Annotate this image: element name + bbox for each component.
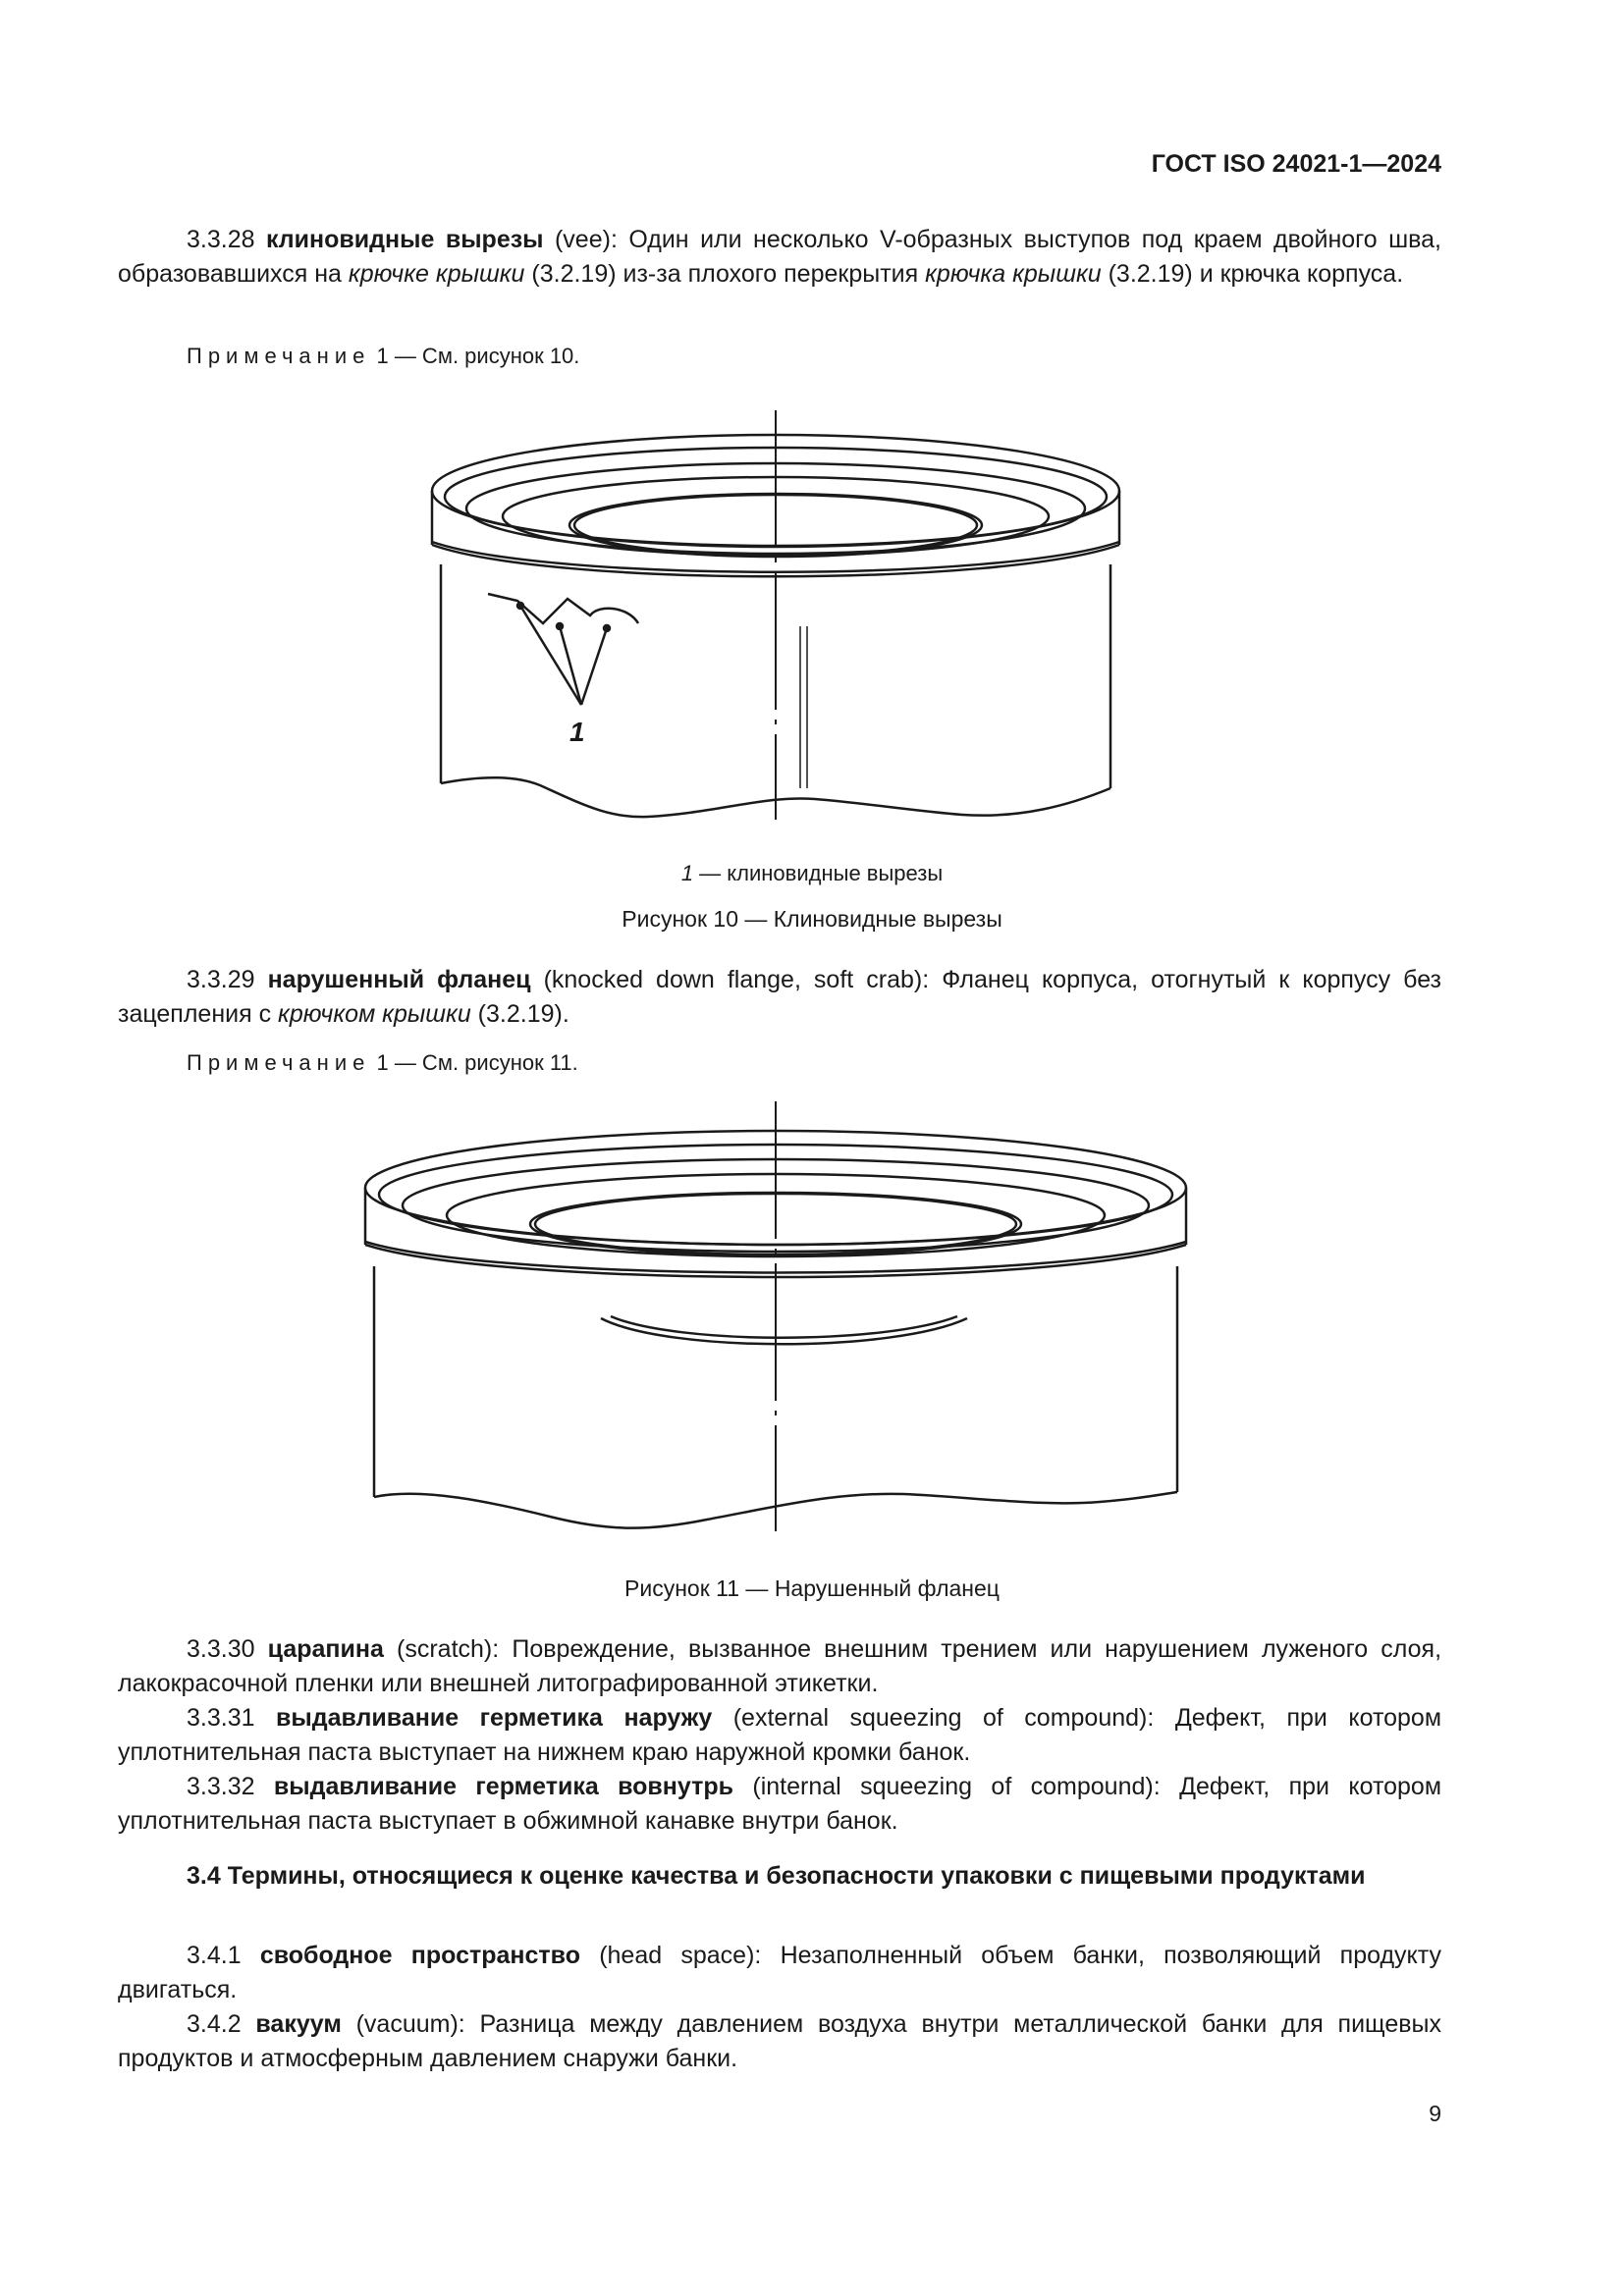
term: клиновидные вырезы xyxy=(265,226,544,253)
section-3-3-29: 3.3.29 нарушенный фланец (knocked down flange, soft crab): Фланец корпуса, отогнутый к корпусу без зацепления с крючком крышки (3.2.19). xyxy=(118,966,1442,1028)
section-3-4-2: 3.4.2 вакуум (vacuum): Разница между давлением воздуха внутри металлической банки для пищевых продуктов и атмосферным давлением снаружи банки. xyxy=(118,2010,1441,2072)
section-3-3-32: 3.3.32 выдавливание герметика вовнутрь (internal squeezing of compound): Дефект, при котором уплотнительная паста выступает в обжимной канавке внутри банок. xyxy=(118,1773,1442,1835)
figure-10-legend: 1 — клиновидные вырезы xyxy=(680,861,944,885)
figure-11-caption: Рисунок 11 — Нарушенный фланец xyxy=(624,1575,1000,1601)
figure-10-caption: Рисунок 10 — Клиновидные вырезы xyxy=(622,906,1002,932)
term: свободное пространство xyxy=(259,1942,580,1969)
term: выдавливание герметика вовнутрь xyxy=(273,1773,733,1800)
section-heading-3-4: 3.4 Термины, относящиеся к оценке качества и безопасности упаковки с пищевыми продуктами xyxy=(187,1862,1366,1890)
section-3-3-30: 3.3.30 царапина (scratch): Повреждение, вызванное внешним трением или нарушением луженого слоя, лакокрасочной пленки или внешней литографированной этикетки. xyxy=(118,1635,1442,1697)
note-figure-10: Примечание 1 — См. рисунок 10. xyxy=(187,344,580,368)
section-3-4-1: 3.4.1 свободное пространство (head space): Незаполненный объем банки, позволяющий продукту двигаться. xyxy=(118,1942,1442,2003)
note-figure-11: Примечание 1 — См. рисунок 11. xyxy=(187,1050,578,1075)
term: вакуум xyxy=(255,2010,342,2038)
term: царапина xyxy=(267,1635,384,1663)
figure-10-callout: 1 xyxy=(569,717,585,747)
term: выдавливание герметика наружу xyxy=(276,1704,713,1732)
term: нарушенный фланец xyxy=(267,966,531,993)
document-number: ГОСТ ISO 24021-1—2024 xyxy=(1151,150,1441,178)
page-number: 9 xyxy=(1429,2101,1441,2126)
section-3-3-28: 3.3.28 клиновидные вырезы (vee): Один или несколько V-образных выступов под краем двойного шва, образовавшихся на крючке крышки (3.2.19) из-за плохого перекрытия крючка крышки (3.2.19) и крючка корпуса. xyxy=(118,226,1442,288)
section-3-3-31: 3.3.31 выдавливание герметика наружу (external squeezing of compound): Дефект, при котором уплотнительная паста выступает на нижнем краю наружной кромки банок. xyxy=(118,1704,1442,1766)
